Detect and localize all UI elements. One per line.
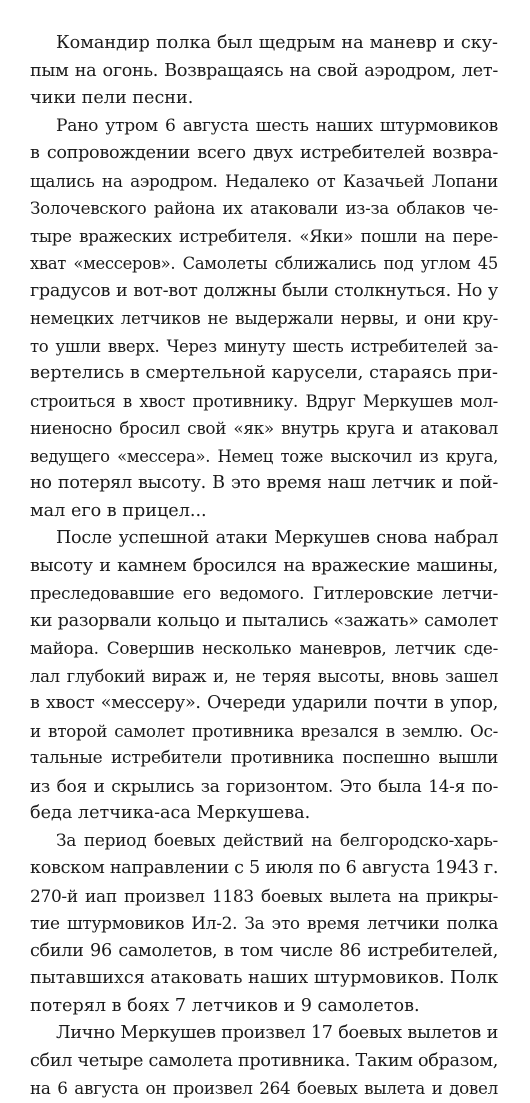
paragraph: [30, 30, 498, 113]
text-line: потерял в боях 7 летчиков и 9 самолетов.: [30, 995, 420, 1016]
text-line: немецких летчиков не выдержали нервы, и они кру-: [30, 308, 498, 328]
text-line: лал глубокий вираж и, не теряя высоты, вновь зашел: [30, 666, 498, 686]
text-line: и второй самолет противника врезался в землю. Ос-: [30, 720, 498, 741]
text-line: ниеносно бросил свой «як» внутрь круга и атаковал: [30, 418, 498, 438]
text-line: пытавшихся атаковать наших штурмовиков. Полк: [30, 968, 499, 988]
text-line: После успешной атаки Меркушев снова набрал: [56, 528, 498, 548]
text-line: высоту и камнем бросился на вражеские машины,: [30, 555, 498, 576]
text-line: тие штурмовиков Ил-2. За это время летчики полка: [30, 913, 498, 933]
text-line: строиться в хвост противнику. Вдруг Меркушев мол-: [30, 391, 498, 411]
text-line: Золочевского района их атаковали из-за облаков че-: [30, 198, 498, 218]
text-line: в хвост «мессеру». Очереди ударили почти в упор,: [30, 693, 498, 713]
text-line: в сопровождении всего двух истребителей возвра-: [30, 143, 498, 163]
text-line: ковском направлении с 5 июля по 6 августа 1943 г.: [30, 858, 499, 878]
text-line: хват «мессеров». Самолеты сближались под углом 45: [30, 254, 498, 273]
text-line: сбили 96 самолетов, в том числе 86 истребителей,: [30, 940, 498, 961]
text-line: но потерял высоту. В это время наш летчик и пой-: [30, 473, 498, 493]
text-line: на 6 августа он произвел 264 боевых вылета и довел: [30, 1078, 498, 1098]
text-line: тальные истребители противника поспешно вышли: [30, 748, 498, 768]
paragraph: [30, 113, 498, 526]
paragraph: [30, 1020, 498, 1103]
text-line: чики пели песни.: [30, 88, 194, 108]
text-line: вертелись в смертельной карусели, стараясь при-: [30, 363, 498, 383]
text-line: Рано утром 6 августа шесть наших штурмовиков: [56, 115, 498, 136]
body-text: [30, 30, 498, 1103]
text-line: преследовавшие его ведомого. Гитлеровские летчи-: [30, 583, 498, 603]
text-line: Командир полка был щедрым на маневр и ску-: [56, 33, 498, 53]
text-line: сбил четыре самолета противника. Таким образом,: [30, 1050, 498, 1071]
text-line: пым на огонь. Возвращаясь на свой аэродром, лет-: [30, 60, 498, 81]
text-line: тыре вражеских истребителя. «Яки» пошли на пере-: [30, 226, 498, 246]
text-line: За период боевых действий на белгородско-харь-: [56, 830, 498, 851]
paragraph: [30, 525, 498, 828]
text-line: 270-й иап произвел 1183 боевых вылета на прикры-: [30, 885, 498, 906]
text-line: то ушли вверх. Через минуту шесть истребителей за-: [30, 336, 498, 356]
text-line: из боя и скрылись за горизонтом. Это была 14-я по-: [30, 775, 498, 796]
text-line: мал его в прицел...: [30, 500, 207, 521]
text-line: ведущего «мессера». Немец тоже выскочил из круга,: [30, 446, 498, 466]
text-line: ки разорвали кольцо и пытались «зажать» самолет: [30, 610, 498, 631]
text-line: майора. Совершив несколько маневров, летчик сде-: [30, 638, 498, 658]
text-line: беда летчика-аса Меркушева.: [30, 803, 311, 823]
text-line: градусов и вот-вот должны были столкнуться. Но у: [30, 280, 498, 301]
text-line: щались на аэродром. Недалеко от Казачьей Лопани: [30, 170, 498, 191]
paragraph: [30, 828, 498, 1021]
text-line: Лично Меркушев произвел 17 боевых вылетов и: [56, 1023, 498, 1043]
